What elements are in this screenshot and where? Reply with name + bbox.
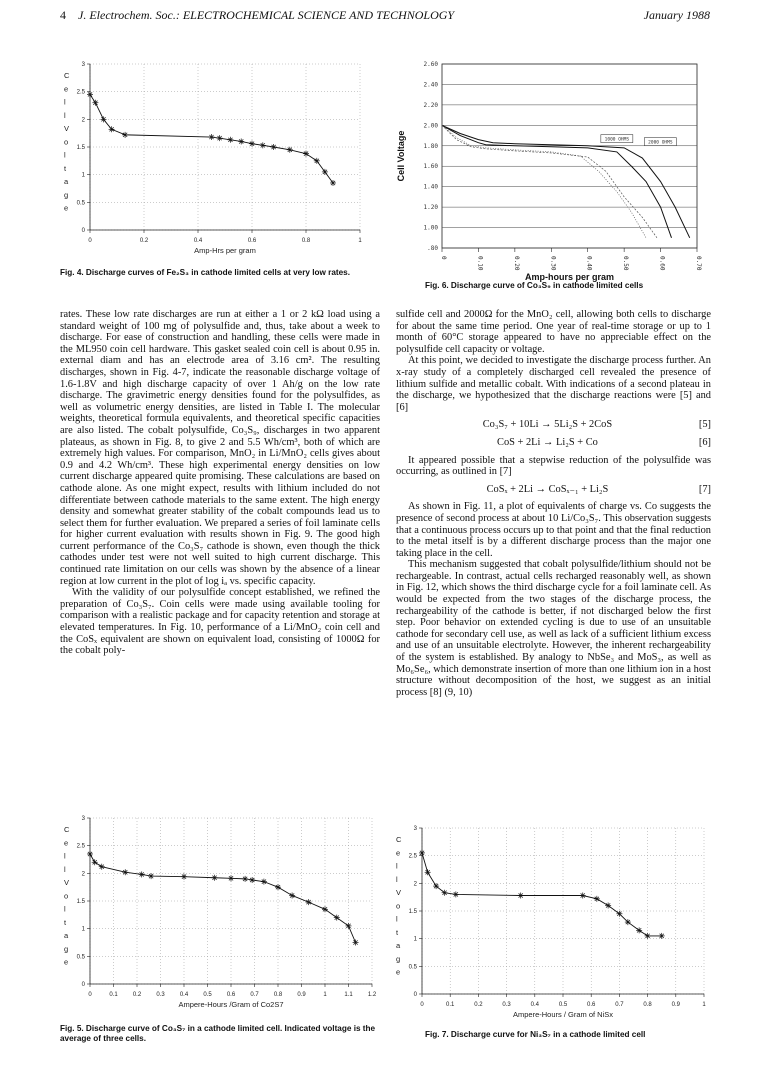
x-tick-label: 1.1 <box>344 992 353 998</box>
y-axis-label-letter: C <box>396 835 402 844</box>
x-tick-label: 0.8 <box>273 992 283 998</box>
y-tick-label: 2.20 <box>423 101 438 109</box>
data-point <box>442 890 448 896</box>
data-point <box>314 158 320 164</box>
data-point <box>217 135 223 141</box>
y-axis-label-letter: t <box>64 163 67 173</box>
data-point <box>580 893 586 899</box>
data-point <box>92 100 98 106</box>
x-tick-label: 1 <box>323 992 327 998</box>
equation: CoSₓ + 2Li → CoSₓ₋₁ + Li₂S <box>486 483 609 495</box>
y-tick-label: 0 <box>81 982 85 988</box>
x-tick-label: 0.9 <box>297 992 306 998</box>
y-axis-label-letter: a <box>64 177 69 187</box>
data-point <box>99 864 105 870</box>
y-tick-label: 1 <box>81 926 85 933</box>
equation-6 <box>396 437 711 449</box>
y-tick-label: 2 <box>81 117 85 124</box>
data-point <box>227 137 233 143</box>
figure-4 <box>60 58 380 263</box>
data-point <box>261 879 267 885</box>
page-number: 4 <box>60 8 66 22</box>
x-tick-label: 0.7 <box>250 992 259 998</box>
data-point <box>109 126 115 132</box>
y-axis-label-letter: o <box>64 891 69 901</box>
x-tick-label: 0.1 <box>446 1002 455 1008</box>
x-tick-label: 0.3 <box>156 992 165 998</box>
y-axis-label-letter: V <box>396 888 402 898</box>
y-tick-label: 1.40 <box>423 183 438 191</box>
x-tick-label: 0.2 <box>139 238 149 244</box>
data-point <box>289 892 295 898</box>
x-tick-label: 1 <box>702 1002 706 1008</box>
y-tick-label: 1.60 <box>423 163 438 171</box>
y-tick-label: 3 <box>81 816 85 822</box>
data-point <box>645 933 651 939</box>
data-point <box>346 923 352 929</box>
x-tick-label: 0 <box>88 992 92 998</box>
y-axis-label-letter: C <box>64 825 70 834</box>
y-tick-label: 1.5 <box>76 899 85 905</box>
x-tick-label: 0.2 <box>474 1002 483 1008</box>
y-axis-label-letter: o <box>396 901 401 911</box>
data-point <box>271 144 277 150</box>
x-tick-label: 0.40 <box>585 256 593 271</box>
y-tick-label: 1.5 <box>408 909 417 915</box>
y-axis-label-letter: l <box>64 150 66 160</box>
figure-7-caption: Fig. 7. Discharge curve for Ni₃S₇ in a cathode limited cell <box>425 1030 646 1039</box>
x-tick-label: 0.9 <box>671 1002 680 1008</box>
issue-date: January 1988 <box>643 8 710 22</box>
figure-6 <box>392 58 712 283</box>
series-line <box>442 125 672 237</box>
y-axis-label-letter: g <box>64 190 69 200</box>
y-tick-label: .80 <box>427 245 438 252</box>
data-point <box>181 874 187 880</box>
y-tick-label: 2.40 <box>423 81 438 89</box>
y-axis-label-letter: l <box>396 861 398 871</box>
data-point <box>87 91 93 97</box>
data-point <box>260 142 266 148</box>
x-tick-label: 0.6 <box>587 1002 596 1008</box>
x-tick-label: 0.6 <box>247 238 257 244</box>
y-axis-label-letter: C <box>64 71 70 80</box>
y-axis-label-letter: t <box>64 917 67 927</box>
paragraph: sulfide cell and 2000Ω for the MnO₂ cell, allowing both cells to discharge for about the same time period. One year of real-time storage or up to 1 month of 60°C storage appeared to have no appreciable effect on the polysulfide cell capacity or voltage. <box>396 309 711 355</box>
x-tick-label: 0.60 <box>658 256 666 271</box>
x-tick-label: 0.4 <box>530 1002 539 1008</box>
y-axis-label-letter: g <box>64 944 69 954</box>
data-point <box>636 927 642 933</box>
data-point <box>209 134 215 140</box>
data-point <box>322 906 328 912</box>
x-tick-label: 0.70 <box>695 256 702 271</box>
x-tick-label: 0.5 <box>203 992 212 998</box>
figure-4-chart <box>60 58 380 263</box>
y-axis-label-letter: e <box>64 838 69 848</box>
y-tick-label: 0 <box>413 992 417 998</box>
y-axis-label: Cell Voltage <box>396 130 406 182</box>
data-point <box>275 884 281 890</box>
series-line <box>90 854 356 943</box>
data-point <box>322 169 328 175</box>
x-tick-label: 0 <box>440 256 447 260</box>
figure-7 <box>392 822 712 1027</box>
y-tick-label: 1.5 <box>76 145 85 151</box>
y-axis-label-letter: e <box>396 967 401 977</box>
figure-6-caption: Fig. 6. Discharge curve of Co₃S₉ in cathode limited cells <box>425 281 644 290</box>
y-axis-label-letter: t <box>396 927 399 937</box>
x-tick-label: 0.2 <box>132 992 142 998</box>
x-tick-label: 0.20 <box>512 256 520 271</box>
y-axis-label-letter: l <box>396 874 398 884</box>
y-tick-label: 1.00 <box>423 224 438 232</box>
y-axis-label-letter: a <box>64 931 69 941</box>
data-point <box>148 873 154 879</box>
figure-5 <box>60 812 380 1017</box>
figure-7-chart <box>392 822 712 1027</box>
y-axis-label-letter: e <box>396 848 401 858</box>
y-tick-label: 0 <box>81 228 85 234</box>
equation: Co₃S₇ + 10Li → 5Li₂S + 2CoS <box>482 419 613 431</box>
data-point <box>659 933 665 939</box>
data-point <box>518 893 524 899</box>
data-point <box>122 869 128 875</box>
y-tick-label: 2.60 <box>423 61 438 68</box>
y-tick-label: 2.5 <box>408 853 417 860</box>
x-tick-label: 0.4 <box>193 238 203 244</box>
x-axis-label: Ampere-Hours / Gram of NiSx <box>512 1010 614 1019</box>
paragraph: It appeared possible that a stepwise reduction of the polysulfide was occurring, as outlined in [7] <box>396 454 711 478</box>
annotation-label: 2000 OHMS <box>648 140 673 146</box>
y-tick-label: 2.00 <box>423 122 438 130</box>
x-tick-label: 0.3 <box>502 1002 511 1008</box>
x-tick-label: 1.2 <box>367 992 377 998</box>
y-tick-label: 0.5 <box>76 200 85 207</box>
y-axis-label-letter: e <box>64 84 69 94</box>
x-tick-label: 0.4 <box>179 992 189 998</box>
paragraph: rates. These low rate discharges are run at either a 1 or 2 kΩ load using a standard weight of 100 mg of polysulfide and, thus, take about a week to discharge. For ease of construction and handling, these cells were made in the ML950 coin cell hardware. This gasket sealed coin cell is about 0.95 in. external diam and has an electrode area of 3.16 cm². The resulting discharges, shown in Fig. 4-7, indicate the reasonable discharge voltage of 1.6-1.8V and high discharge capacity of over 1 Ah/g on the low rate discharge. The gravimetric energy densities found for the polysulfides, as well as volumetric energy densities, are listed in Table I. The molecular weights, theoretical formula equivalents, and theoretical specific capacities are also listed. The cobalt polysulfide, Co₃S₉, discharges in two apparent plateaus, as shown in Fig. 8, to give 2 and 5.5 Wh/cm³, both of which are extremely high values. For comparison, MnO₂ in Li/MnO₂ cells gives about 0.9 and 4.2 Wh/cm³. These high experimental energy densities on low current discharge appeared quite promising. These calculations are based on cathode alone. As one might expect, results with lithium included do not differentiate between cathode materials to the same extent. The high energy density and somewhat greater stability of the cobalt compounds lead us to select them for further evaluation. We prepared a series of foil laminate cells for higher current evaluation with results shown in Fig. 9. The good high current performance of the Co₃S₇ cathode is shown, even though the thick cathodes under test were not well suited to high current discharge. This continued rate limitation on our cells was shown by the absence of a linear region at low current in the plot of log iₐ vs. specific capacity. <box>60 309 380 587</box>
data-point <box>616 911 622 917</box>
data-point <box>334 915 340 921</box>
figure-5-caption: Fig. 5. Discharge curve of Co₃S₇ in a cathode limited cell. Indicated voltage is the average of three cells. <box>60 1024 376 1043</box>
data-point <box>228 875 234 881</box>
data-point <box>122 132 128 138</box>
data-point <box>87 851 93 857</box>
y-tick-label: 2.5 <box>76 843 85 850</box>
equation-number: [6] <box>698 436 711 448</box>
data-point <box>306 899 312 905</box>
x-tick-label: 0.50 <box>622 256 630 271</box>
x-tick-label: 0.5 <box>558 1002 568 1008</box>
equation-7 <box>396 484 711 496</box>
y-tick-label: 1.80 <box>423 142 438 150</box>
equation-number: [5] <box>698 419 711 431</box>
paragraph: With the validity of our polysulfide concept established, we refined the preparation of Co₃S₇. Coin cells were made using available tooling for comparison with a realistic package and for capacity retention and storage at elevated temperatures. In Fig. 10, performance of a Li/MnO₂ coin cell and the CoSₓ equivalent are shown on equivalent load, consisting of 1000Ω for the cobalt poly- <box>60 587 380 657</box>
x-tick-label: 0.30 <box>549 256 557 271</box>
y-axis-label-letter: V <box>64 878 70 888</box>
data-point <box>249 877 255 883</box>
left-column-text <box>60 309 380 657</box>
y-tick-label: 1.20 <box>423 204 438 212</box>
y-tick-label: 3 <box>81 62 85 68</box>
running-header <box>60 8 710 28</box>
paragraph: At this point, we decided to investigate the discharge process further. An x-ray study of a completely discharged cell revealed the presence of lithium sulfide and metallic cobalt. With indications of a second plateau in the discharge, we hypothesized that the discharge reactions were [5] and [6] <box>396 355 711 413</box>
y-axis-label-letter: l <box>64 110 66 120</box>
right-column-text <box>396 309 711 698</box>
y-axis-label-letter: l <box>64 864 66 874</box>
plot-frame <box>442 64 697 248</box>
y-axis-label-letter: e <box>64 203 69 213</box>
x-tick-label: 0 <box>420 1002 424 1008</box>
data-point <box>212 875 218 881</box>
data-point <box>433 883 439 889</box>
y-axis-label-letter: l <box>64 851 66 861</box>
data-point <box>287 147 293 153</box>
x-tick-label: 0 <box>88 238 92 244</box>
data-point <box>425 869 431 875</box>
equation: CoS + 2Li → Li₂S + Co <box>497 436 598 448</box>
y-axis-label-letter: o <box>64 137 69 147</box>
x-tick-label: 0.1 <box>109 992 118 998</box>
y-axis-label-letter: l <box>64 904 66 914</box>
data-point <box>242 876 248 882</box>
data-point <box>238 138 244 144</box>
x-tick-label: 0.8 <box>643 1002 652 1008</box>
paragraph: As shown in Fig. 11, a plot of equivalents of charge vs. Co suggests the presence of second process at about 10 Li/Co₃S₇. This observation suggests that a continuous process occurs up to that point and that the final reduction to the metal itself is by a different discharge process than the major one taking place in the cell. <box>396 501 711 559</box>
x-tick-label: 0.7 <box>615 1002 624 1008</box>
data-point <box>303 151 309 157</box>
x-axis-label: Ampere-Hours /Gram of Co2S7 <box>178 1000 284 1009</box>
data-point <box>453 891 459 897</box>
y-axis-label-letter: l <box>396 914 398 924</box>
y-axis-label-letter: a <box>396 941 401 951</box>
x-tick-label: 0.8 <box>301 238 311 244</box>
data-point <box>625 919 631 925</box>
data-point <box>101 116 107 122</box>
data-point <box>419 850 425 856</box>
y-tick-label: 1 <box>81 172 85 179</box>
x-axis-label: Amp-hours per gram <box>524 272 615 282</box>
data-point <box>605 902 611 908</box>
data-point <box>594 896 600 902</box>
data-point <box>92 859 98 865</box>
y-axis-label-letter: l <box>64 97 66 107</box>
y-axis-label-letter: V <box>64 124 70 134</box>
y-tick-label: 2.5 <box>76 89 85 96</box>
x-tick-label: 0.10 <box>476 256 484 271</box>
x-tick-label: 0.6 <box>226 992 236 998</box>
y-tick-label: 1 <box>413 936 417 943</box>
figure-6-chart <box>392 58 712 283</box>
annotation-label: 1000 OHMS <box>604 137 630 143</box>
x-tick-label: 1 <box>358 238 362 244</box>
figure-4-caption: Fig. 4. Discharge curves of Fe₂S₃ in cathode limited cells at very low rates. <box>60 268 350 277</box>
data-point <box>139 871 145 877</box>
y-tick-label: 2 <box>81 871 85 878</box>
equation-number: [7] <box>698 483 711 495</box>
y-axis-label-letter: e <box>64 957 69 967</box>
data-point <box>353 940 359 946</box>
paragraph: This mechanism suggested that cobalt polysulfide/lithium should not be rechargeable. In contrast, actual cells recharged reasonably well, as shown in Fig. 12, which shows the third discharge cycle for a foil laminate cell. As would be expected from the two stages of the discharge process, the rechargeability of the cathode is better, if not discharged below the first step. Poor behavior on extended cycling is due to use of an unsuitable cathode for secondary cell use, as well as lack of a sufficient lithium excess and use of an unsuitable electrolyte. However, the inherent rechargeability of the system is established. By analogy to NbSe₃ and MoS₃, as well as Mo₆Se₆, which demonstrate insertion of more than one lithium ion in a host structure without decomposition of the host, we suggest as an initial process [8] (9, 10) <box>396 559 711 698</box>
equation-5 <box>396 419 711 431</box>
x-axis-label: Amp-Hrs per gram <box>194 246 256 255</box>
figure-5-chart <box>60 812 380 1017</box>
y-tick-label: 3 <box>413 826 417 832</box>
y-tick-label: 2 <box>413 881 417 888</box>
y-tick-label: 0.5 <box>76 954 85 961</box>
y-tick-label: 0.5 <box>408 964 417 971</box>
journal-title: J. Electrochem. Soc.: ELECTROCHEMICAL SCIENCE AND TECHNOLOGY <box>78 8 455 22</box>
data-point <box>330 180 336 186</box>
data-point <box>249 141 255 147</box>
y-axis-label-letter: g <box>396 954 401 964</box>
